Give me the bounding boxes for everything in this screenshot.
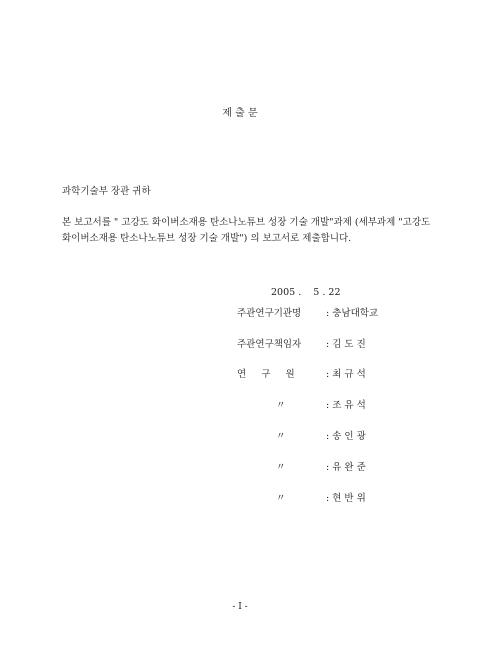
submission-statement [62,215,430,247]
signatory-value: : 김 도 진 [326,339,366,350]
signatory-label: 주관연구책임자 [237,339,302,350]
signatory-value: : 유 완 준 [326,462,366,473]
signatory-value: : 조 유 석 [326,400,366,411]
signatory-value: : 현 반 위 [326,493,366,504]
addressee-line: 과학기술부 장관 귀하 [62,186,151,197]
document-title: 제 출 문 [222,108,258,119]
signatory-value: : 최 규 석 [326,369,366,380]
signatory-value: : 송 인 광 [326,431,366,442]
statement-line-2: 화이버소재용 탄소나노튜브 성장 기술 개발") 의 보고서로 제출합니다. [62,233,352,244]
page-number: - I - [232,602,248,612]
ditto-mark: 〃 [276,400,286,411]
signatory-label: 주관연구기관명 [237,308,302,319]
signatory-value: : 충남대학교 [326,308,379,319]
ditto-mark: 〃 [276,431,286,442]
submission-date: 2005 . 5 . 22 [271,287,341,298]
ditto-mark: 〃 [276,493,286,504]
signatory-label: 연 구 원 [237,369,295,380]
statement-line-1: 본 보고서를 " 고강도 화이버소재용 탄소나노튜브 성장 기술 개발"과제 (세부과제 "고강도 [62,217,431,228]
ditto-mark: 〃 [276,462,286,473]
